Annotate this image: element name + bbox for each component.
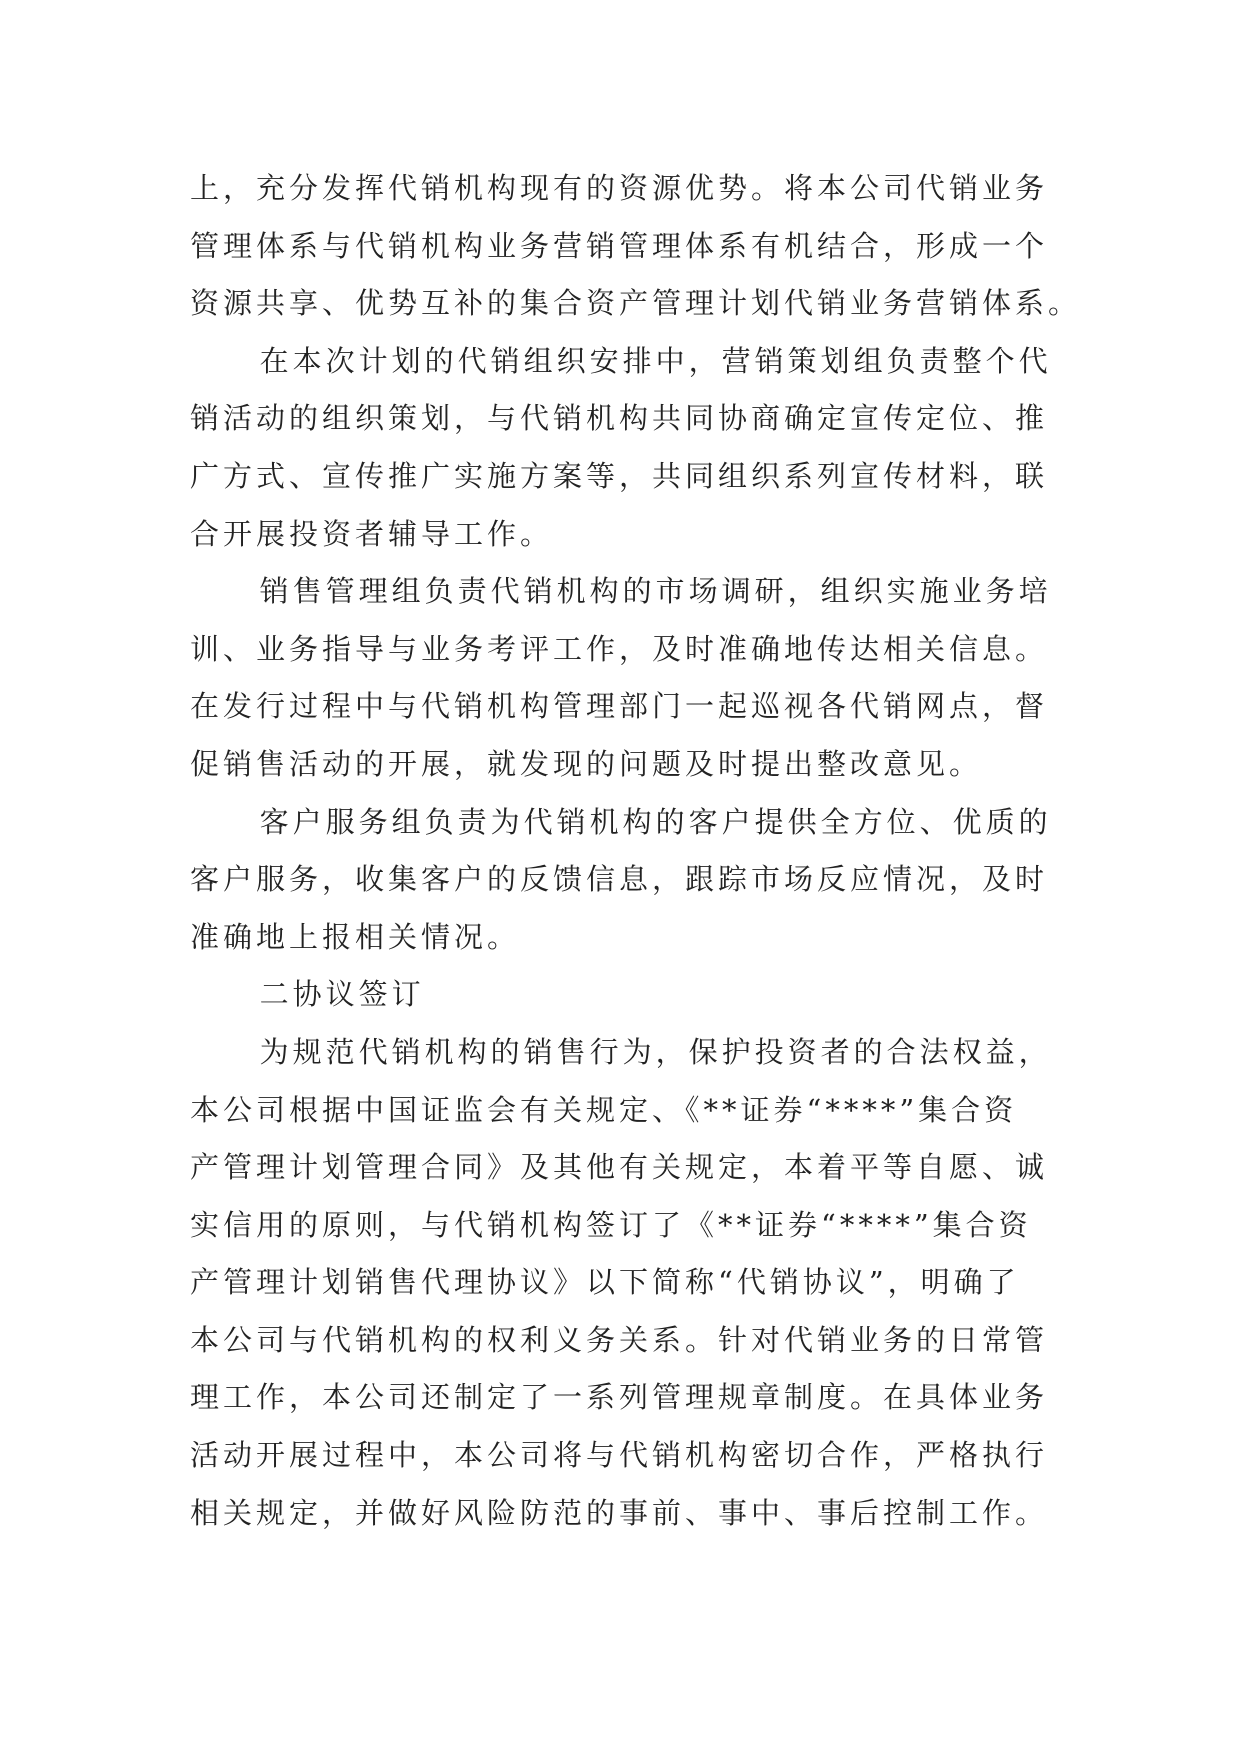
text-line: 在本次计划的代销组织安排中，营销策划组负责整个代: [259, 343, 1052, 378]
text-line: 训、业务指导与业务考评工作，及时准确地传达相关信息。: [190, 631, 1049, 666]
text-line: 管理体系与代销机构业务营销管理体系有机结合，形成一个: [190, 228, 1049, 263]
text-line: 相关规定，并做好风险防范的事前、事中、事后控制工作。: [190, 1495, 1049, 1530]
text-line: 客户服务，收集客户的反馈信息，跟踪市场反应情况，及时: [190, 862, 1049, 897]
text-line: 销售管理组负责代销机构的市场调研，组织实施业务培: [259, 574, 1052, 609]
text-line: 合开展投资者辅导工作。: [190, 516, 554, 551]
text-line: 资源共享、优势互补的集合资产管理计划代销业务营销体系。: [190, 286, 1082, 321]
text-line: 销活动的组织策划，与代销机构共同协商确定宣传定位、推: [190, 401, 1049, 436]
paragraph-agreement: [190, 1024, 1070, 1542]
text-line: 理工作，本公司还制定了一系列管理规章制度。在具体业务: [190, 1380, 1049, 1415]
text-line: 准确地上报相关情况。: [190, 919, 521, 954]
text-line: 本公司根据中国证监会有关规定、《**证券“****”集合资: [190, 1092, 1018, 1127]
text-line: 产管理计划管理合同》及其他有关规定，本着平等自愿、诚: [190, 1150, 1049, 1185]
paragraph-sales-management: [190, 563, 1070, 793]
paragraph-customer-service: [190, 794, 1070, 967]
document-body: [190, 160, 1082, 1542]
text-line: 在发行过程中与代销机构管理部门一起巡视各代销网点，督: [190, 689, 1049, 724]
text-line: 广方式、宣传推广实施方案等，共同组织系列宣传材料，联: [190, 458, 1049, 493]
section-heading: 二协议签订: [259, 977, 425, 1012]
text-line: 产管理计划销售代理协议》以下简称“代销协议”，明确了: [190, 1265, 1020, 1300]
text-line: 上，充分发挥代销机构现有的资源优势。将本公司代销业务: [190, 171, 1049, 205]
text-line: 实信用的原则，与代销机构签订了《**证券“****”集合资: [190, 1207, 1032, 1242]
paragraph-marketing-planning: [190, 333, 1070, 563]
text-line: 客户服务组负责为代销机构的客户提供全方位、优质的: [259, 804, 1052, 839]
paragraph-continuation: [190, 160, 1082, 333]
text-line: 促销售活动的开展，就发现的问题及时提出整改意见。: [190, 746, 983, 781]
text-line: 本公司与代销机构的权利义务关系。针对代销业务的日常管: [190, 1322, 1049, 1357]
text-line: 为规范代销机构的销售行为，保护投资者的合法权益，: [259, 1034, 1052, 1069]
text-line: 活动开展过程中，本公司将与代销机构密切合作，严格执行: [190, 1438, 1049, 1473]
